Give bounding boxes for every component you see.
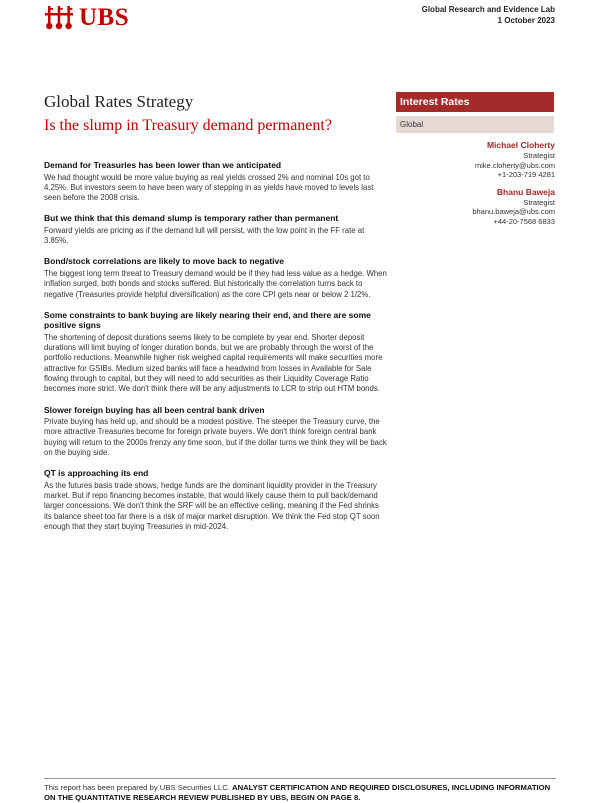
section-heading: Slower foreign buying has all been central bank driven [44,404,265,415]
section-text: We had thought would be more value buying as real yields crossed 2% and nominal 10s got to 4.25%. But investors seem to have been wary of stepping in as yields have moved to levels last seen before the 2008 crisis. [44,172,374,203]
footer-disclosure: ANALYST CERTIFICATION AND REQUIRED DISCLOSURES, INCLUDING INFORMATION ON THE QUANTITATIVE RESEARCH REVIEW PUBLISHED BY UBS, BEGIN ON PAGE 8. [44,783,551,802]
header-info [422,5,555,26]
section-text: Forward yields are pricing as if the demand lull will persist, with the low point in the FF rate at 3.85%. [44,225,365,246]
section-heading: Demand for Treasuries has been lower than we anticipated [44,160,282,170]
section-heading: But we think that this demand slump is temporary rather than permanent [44,213,339,224]
page-title: Global Rates Strategy [44,92,194,111]
author-phone: +1-203-719 4281 [497,170,555,179]
report-section [44,310,388,395]
section-heading: QT is approaching its end [44,468,149,479]
report-section [44,256,388,299]
page-subtitle: Is the slump in Treasury demand permanent? [44,117,332,134]
author-email[interactable]: bhanu.baweja@ubs.com [472,207,555,216]
author-block [472,187,555,227]
section-text: As the futures basis trade shows, hedge funds are the dominant liquidity provider in the Treasury market. But if repo financing becomes instable, that would likely cause them to pull back/demand larger concessions. We don't think the SRF will be an effective ceiling, meaning if the Fed shrinks its balance sheet too far there is a risk of major market disruption. We think the Fed stop QT soon enough that they start buying Treasuries in mid-2024. [44,480,380,532]
region-banner: Global [396,116,554,133]
report-body [44,160,388,542]
author-block [472,140,555,180]
ubs-keys-icon [44,5,74,31]
author-name: Bhanu Baweja [496,186,555,197]
author-role: Strategist [523,151,555,160]
report-section [44,213,388,246]
section-text: Private buying has held up, and should be a modest positive. The steeper the Treasury curve, the more attractive Treasuries become for foreign private buyers. We don't think foreign central bank buying will return to the 2000s frenzy any time soon, but if the dollar turns we think they will be back on the buying side. [44,417,387,458]
report-section [44,468,388,532]
logo-text: UBS [79,4,130,31]
footer-prefix: This report has been prepared by UBS Securities LLC. [44,783,230,792]
section-heading: Bond/stock correlations are likely to move back to negative [44,256,284,267]
author-role: Strategist [523,197,555,207]
section-text: The shortening of deposit durations seems likely to be complete by year end. Shorter deposit durations will limit buying of longer duration bonds, but we are probably through the worst of the portfolio reductions. Meanwhile higher risk weighed capital requirements will make securities more attractive for GSIBs. Medium sized banks will face a headwind from losses in Available for Sale flowing through to capital, but they will need to add securities as their Liquidity Coverage Ratio becomes more strict. We don't think there will be any adjustments to LCR to strip out HTM bonds. [44,332,383,394]
author-email[interactable]: mike.cloherty@ubs.com [474,160,555,170]
ubs-logo [44,4,129,32]
report-date: 1 October 2023 [497,15,555,25]
research-lab-name: Global Research and Evidence Lab [421,5,555,14]
author-name: Michael Cloherty [486,140,555,150]
category-banner: Interest Rates [396,92,554,112]
section-text: The biggest long term threat to Treasury demand would be if they had less value as a hedge. When inflation surged, both bonds and stocks suffered. But historically the correlation turns back to negative (Treasuries provide helpful diversification) as the core CPI gets near or below 2 1/2%. [44,268,387,299]
section-heading: Some constraints to bank buying are likely nearing their end, and there are some positive signs [44,309,371,331]
author-list [472,140,555,233]
author-phone: +44-20-7568 6833 [493,216,555,226]
footer-divider [44,778,556,779]
report-section [44,405,388,459]
disclosure-footer [44,783,556,803]
report-section [44,160,388,203]
